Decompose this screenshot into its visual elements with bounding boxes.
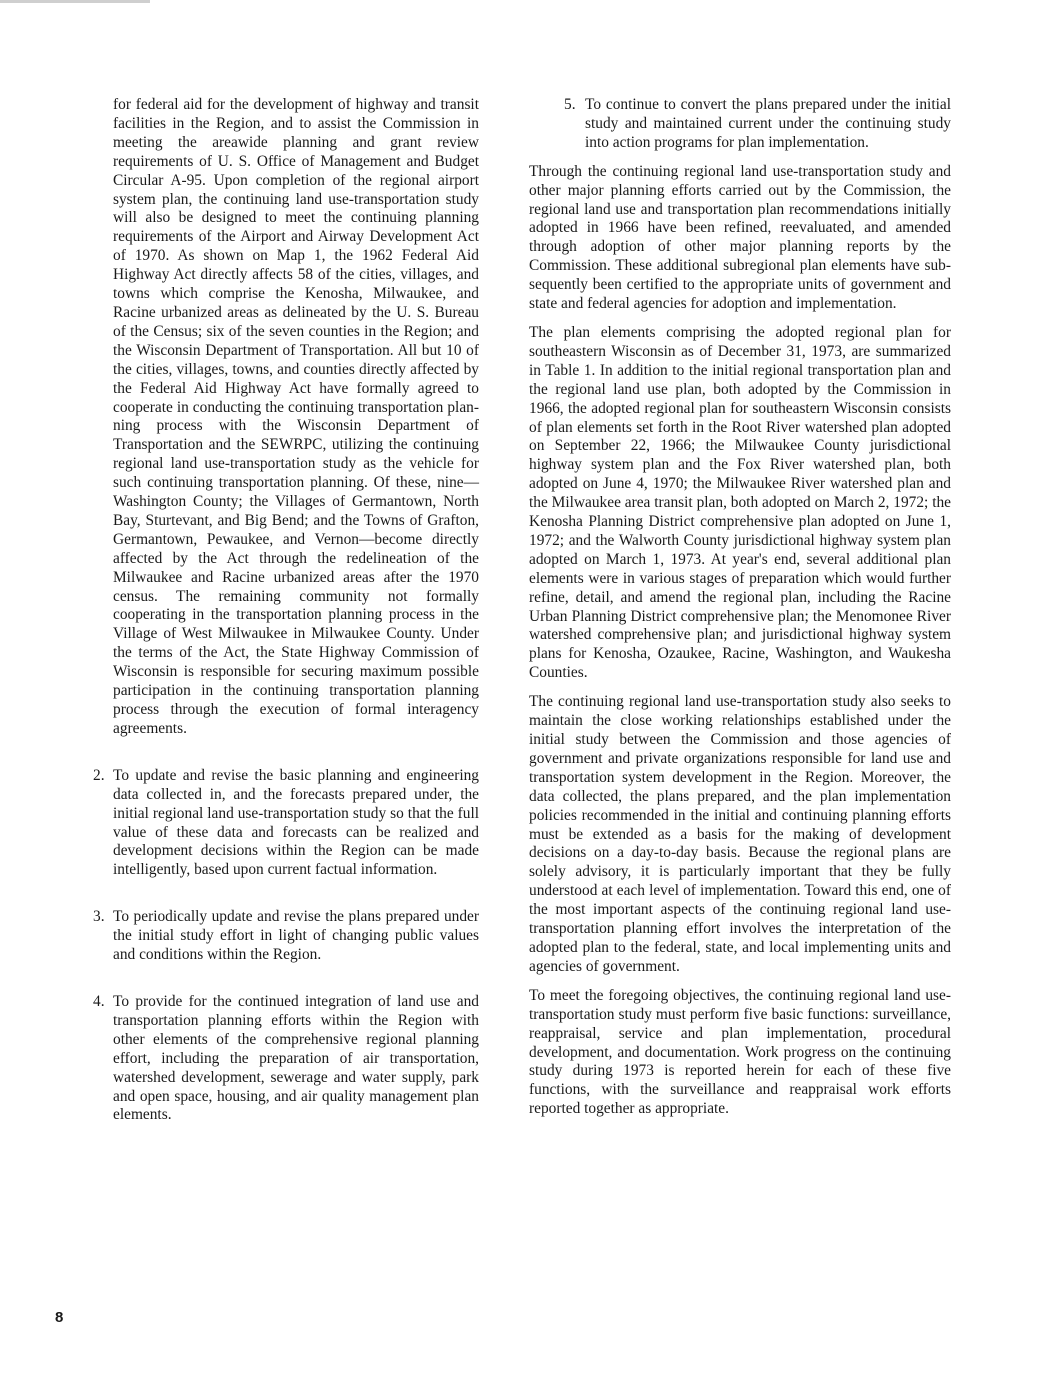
- list-item-2-number: 2.: [93, 766, 105, 784]
- list-item-2: [93, 766, 479, 880]
- page-number: 8: [55, 1309, 64, 1326]
- list-item-2-text: To update and revise the basic planning and engineering data collected in, and the forecasts prepared under, the initial regional land use-transportation study so that the full value of these data and forecasts can be realized and development decisions within the Region can be made intelligently, based upon current factual information.: [113, 766, 479, 879]
- left-column: [93, 96, 479, 1125]
- right-paragraph-1: Through the continuing regional land use-transportation study and other major planning efforts carried out by the Commission, the regional land use and transportation plan recommendations initially adopted in 1966 have been refined, reevaluated, and amended through adoption of other major planning reports by the Commission. These additional subregional plan elements have subsequently been certified to the appropriate units of government and state and federal agencies for adoption and implementation.: [529, 162, 951, 313]
- list-item-3-number: 3.: [93, 908, 105, 926]
- list-item-3-text: To periodically update and revise the plans prepared under the initial study effort in light of changing public values and conditions within the Region.: [113, 908, 479, 964]
- list-item-4: [93, 992, 479, 1125]
- list-item-5: [564, 96, 951, 153]
- list-item-5-number: 5.: [564, 96, 576, 113]
- right-column: [529, 96, 951, 1129]
- list-item-4-text: To provide for the continued integration of land use and transportation planning efforts within the Region with other elements of the comprehensive regional planning effort, including the preparation of air transportation, watershed development, sewerage and water supply, park and open space, housing, and air quality management plan elements.: [113, 992, 479, 1124]
- right-paragraph-3: The continuing regional land use-transportation study also seeks to maintain the close working relationships established under the initial study between the Commission and those agencies of government and private organizations responsible for land use and transportation system development in the Region. Moreover, the data collected, the plans prepared, and the plan implementation policies recommended in the initial and continuing planning efforts must be extended as a basis for the making of development decisions on a day-to-day basis. Because the regional plans are solely advisory, it is particularly important that they be fully understood at each level of implementation. Toward this end, one of the most important aspects of the continuing regional land use-transportation planning effort involves the interpretation of the adopted plan to the federal, state, and local implementing units and agencies of government.: [529, 693, 951, 975]
- list-item-5-text: To continue to convert the plans prepared under the initial study and maintained current under the continuing study into action programs for plan implementation.: [585, 96, 951, 151]
- list-item-3: [93, 908, 479, 965]
- top-edge-mark: [0, 0, 150, 3]
- right-paragraph-2: The plan elements comprising the adopted regional plan for southeastern Wisconsin as of December 31, 1973, are summarized in Table 1. In addition to the initial regional transportation plan and the regional land use plan, both adopted by the Commission in 1966, the adopted regional plan for southeastern Wisconsin consists of plan elements set forth in the Root River watershed plan adopted on September 22, 1966; the Milwaukee County jurisdictional highway system plan and the Fox River watershed plan, both adopted on June 4, 1970; the Milwaukee River watershed plan and the Milwaukee area transit plan, both adopted on March 2, 1972; the Kenosha Planning District comprehensive plan adopted on June 1, 1972; and the Walworth County jurisdictional highway system plan adopted on March 1, 1973. At year's end, several additional plan elements were in various stages of preparation which would further refine, detail, and amend the regional plan, including the Racine Urban Planning District comprehensive plan; the Menomonee River watershed comprehensive plan; and jurisdictional highway system plans for Kenosha, Ozaukee, Racine, Washington, and Waukesha Counties.: [529, 323, 951, 682]
- right-paragraph-4: To meet the foregoing objectives, the continuing regional land use-transportation study must perform five basic functions: surveillance, reappraisal, service and plan implementation, procedural development, and documentation. Work progress on the continuing study during 1973 is reported herein for each of these five functions, with the surveillance and reappraisal work efforts reported together as appropriate.: [529, 986, 951, 1118]
- list-item-4-number: 4.: [93, 992, 105, 1010]
- left-intro-paragraph: for federal aid for the development of highway and transit facilities in the Region, and to assist the Commission in meeting the areawide planning and grant review requirements of U. S. Office of Management and Budget Circular A-95. Upon completion of the regional airport system plan, the continuing land use-transportation study will also be designed to meet the continuing planning requirements of the Airport and Airway Development Act of 1970. As shown on Map 1, the 1962 Federal Aid Highway Act directly affects 58 of the cities, villages, and towns which comprise the Kenosha, Milwaukee, and Racine urbanized areas as delineated by the U. S. Bureau of the Census; six of the seven counties in the Region; and the Wisconsin Department of Transportation. All but 10 of the cities, villages, towns, and counties directly affected by the Federal Aid Highway Act have formally agreed to cooperate in conducting the continuing transportation planning process with the Wisconsin Department of Transportation and the SEWRPC, utilizing the continuing regional land use-transportation study as the vehicle for such continuing transportation planning. Of these, nine—Washington County; the Villages of Germantown, North Bay, Sturtevant, and Big Bend; and the Towns of Grafton, Germantown, Pewaukee, and Vernon—become directly affected by the Act through the redelineation of the Milwaukee and Racine urbanized areas after the 1970 census. The remaining community not formally cooperating in the transportation planning process in the Village of West Milwaukee in Milwaukee County. Under the terms of the Act, the State Highway Commission of Wisconsin is responsible for securing maximum possible participation in the continuing transportation planning process through the execution of formal interagency agreements.: [113, 96, 479, 737]
